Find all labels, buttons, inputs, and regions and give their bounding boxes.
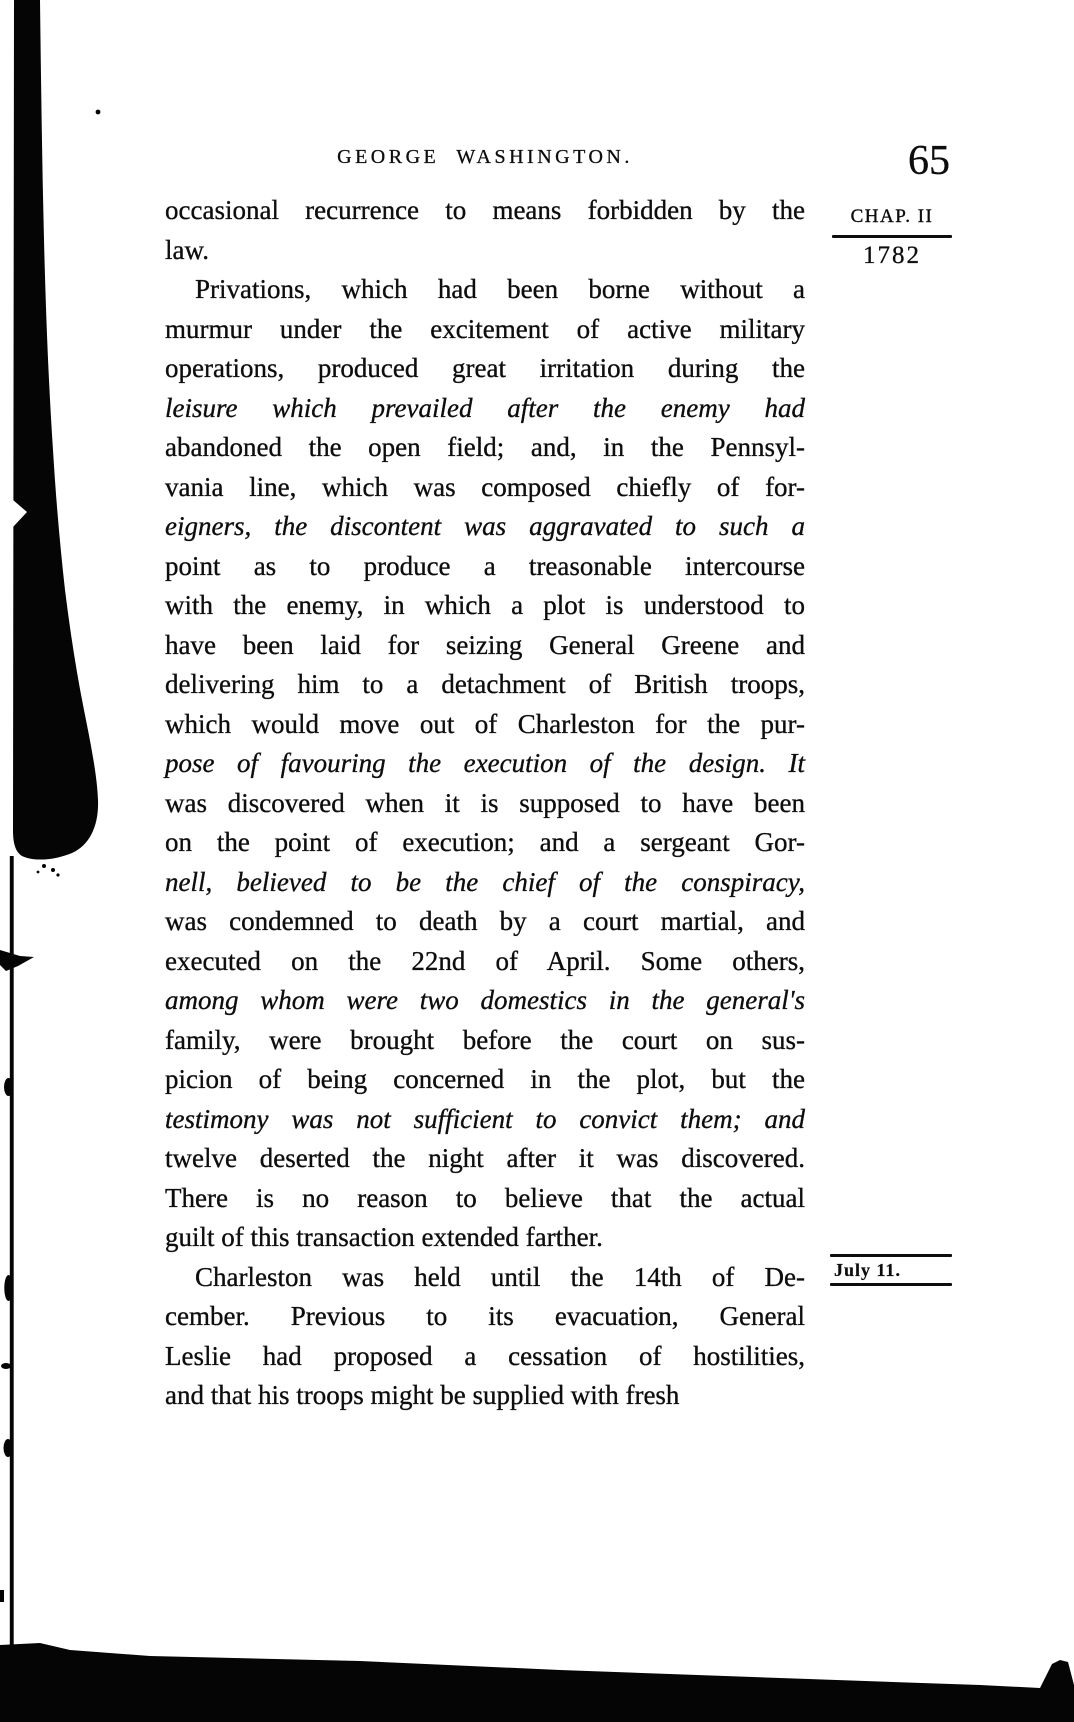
date-rule-bottom — [830, 1283, 952, 1286]
running-header: GEORGE WASHINGTON. — [337, 146, 633, 168]
body-text — [165, 191, 805, 1416]
text-line: murmur under the excitement of active military — [165, 313, 805, 344]
text-line: pose of favouring the execution of the design. It — [165, 748, 805, 778]
date-margin-note — [830, 1254, 952, 1286]
text-line: testimony was not sufficient to convict them; and — [165, 1103, 805, 1134]
text-line: delivering him to a detachment of British troops, — [165, 669, 805, 699]
text-line: law. — [165, 234, 209, 265]
text-line: was discovered when it is supposed to have been — [165, 787, 805, 818]
chapter-margin-note — [832, 206, 952, 270]
text-line: point as to produce a treasonable intercourse — [165, 550, 805, 581]
text-line: operations, produced great irritation during the — [165, 353, 805, 383]
text-line: abandoned the open field; and, in the Pennsyl- — [165, 432, 805, 462]
page-number: 65 — [908, 138, 950, 184]
text-line: was condemned to death by a court martial, and — [165, 906, 805, 936]
text-line: guilt of this transaction extended farther. — [165, 1222, 603, 1252]
text-line: eigners, the discontent was aggravated to such a — [165, 511, 805, 541]
chapter-year: 1782 — [863, 242, 921, 269]
text-line: vania line, which was composed chiefly of for- — [165, 471, 805, 502]
text-line: Charleston was held until the 14th of De- — [195, 1261, 805, 1292]
text-line: family, were brought before the court on sus- — [165, 1024, 805, 1055]
text-line: There is no reason to believe that the actual — [165, 1182, 805, 1213]
text-line: among whom were two domestics in the general's — [165, 985, 805, 1015]
gutter-notch — [13, 500, 27, 527]
text-line: twelve deserted the night after it was discovered. — [165, 1143, 805, 1173]
chapter-rule — [832, 235, 952, 238]
chapter-label: CHAP. II — [850, 206, 934, 227]
text-line: leisure which prevailed after the enemy had — [165, 392, 805, 423]
text-line: nell, believed to be the chief of the conspiracy, — [165, 866, 805, 897]
text-line: on the point of execution; and a sergeant Gor- — [165, 827, 805, 857]
page-edge-line — [10, 856, 14, 1658]
text-line: which would move out of Charleston for the pur- — [165, 708, 805, 739]
text-line: with the enemy, in which a plot is understood to — [165, 590, 805, 620]
text-line: cember. Previous to its evacuation, General — [165, 1301, 805, 1331]
bottom-scan-bar — [0, 1643, 1074, 1722]
text-line: executed on the 22nd of April. Some others, — [165, 945, 805, 976]
text-line: and that his troops might be supplied with fresh — [165, 1380, 680, 1410]
text-line: have been laid for seizing General Greene and — [165, 629, 805, 660]
text-line: Privations, which had been borne without a — [195, 274, 805, 304]
text-line: Leslie had proposed a cessation of hostilities, — [165, 1340, 805, 1371]
text-line: occasional recurrence to means forbidden by the — [165, 195, 805, 225]
text-line: picion of being concerned in the plot, but the — [165, 1064, 805, 1094]
edge-mark-bird — [0, 950, 34, 971]
left-gutter-shadow — [13, 0, 98, 860]
date-label: July 11. — [834, 1260, 902, 1280]
